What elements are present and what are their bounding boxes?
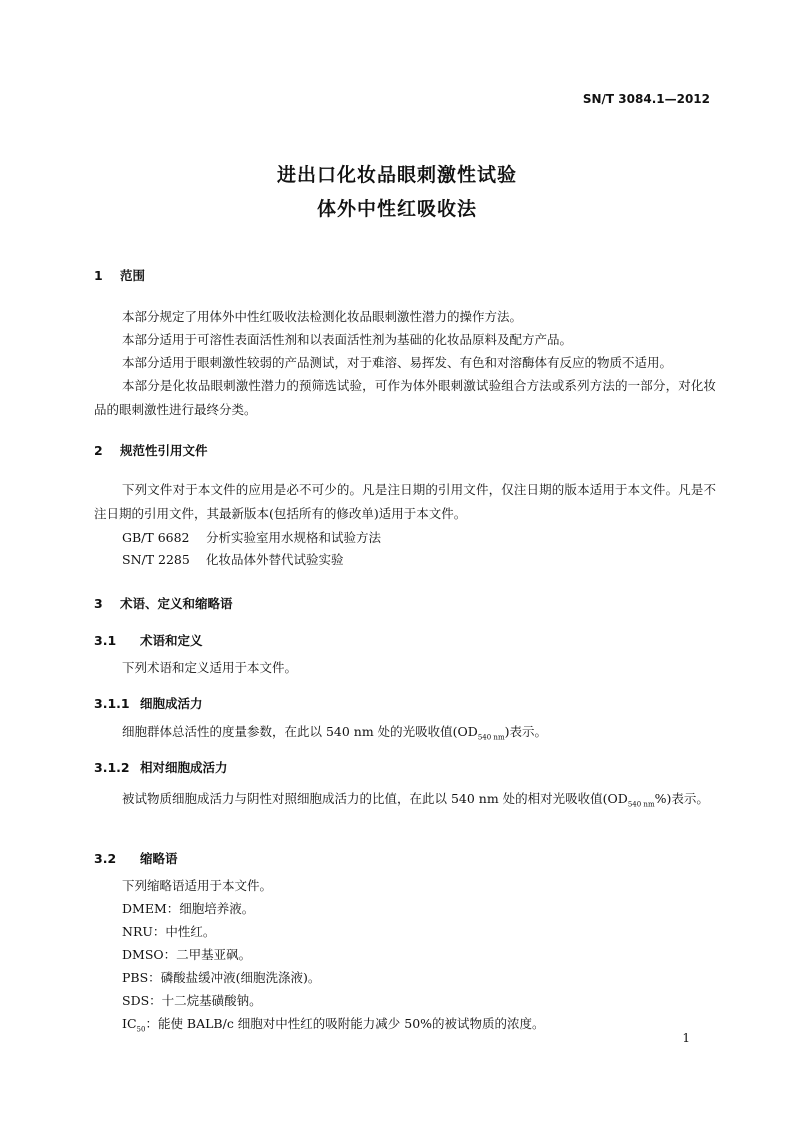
section-number: 3.1.2 (94, 760, 130, 775)
section-2-heading (94, 441, 208, 459)
definition-text (122, 720, 547, 750)
section-number: 3.2 (94, 851, 117, 866)
abbreviation-item: DMEM：细胞培养液。 (122, 901, 255, 916)
section-3-1-2-heading (94, 758, 228, 776)
section-title: 术语、定义和缩略语 (120, 596, 233, 611)
section-title: 规范性引用文件 (120, 443, 208, 458)
subscript: 540 nm (477, 733, 505, 742)
section-title: 范围 (120, 268, 146, 283)
section-3-1-heading (94, 631, 203, 649)
text: 细胞群体总活性的度量参数，在此以 540 nm 处的光吸收值(OD (122, 724, 478, 739)
section-number: 1 (94, 268, 103, 283)
page-number: 1 (682, 1031, 690, 1045)
paragraph: 下列文件对于本文件的应用是必不可少的。凡是注日期的引用文件，仅注日期的版本适用于本文件。凡是不注日期的引用文件，其最新版本(包括所有的修改单)适用于本文件。 (94, 482, 716, 521)
reference-code: SN/T 2285 (122, 552, 190, 567)
abbreviation-item (122, 1012, 545, 1042)
section-number: 3.1.1 (94, 696, 130, 711)
reference-code: GB/T 6682 (122, 530, 190, 545)
section-3-heading (94, 594, 233, 612)
abbreviation-item: NRU：中性红。 (122, 924, 216, 939)
abbreviation-item: 下列缩略语适用于本文件。 (122, 878, 273, 893)
text: ：能使 BALB/c 细胞对中性红的吸附能力减少 50%的被试物质的浓度。 (145, 1016, 545, 1031)
text: IC (122, 1016, 137, 1031)
section-number: 2 (94, 443, 103, 458)
standard-code: SN/T 3084.1—2012 (582, 92, 710, 106)
section-title: 细胞成活力 (140, 696, 203, 711)
reference-title: 分析实验室用水规格和试验方法 (206, 530, 382, 545)
paragraph: 下列术语和定义适用于本文件。 (122, 660, 298, 675)
text: )表示。 (504, 724, 547, 739)
abbreviation-item: DMSO：二甲基亚砜。 (122, 947, 252, 962)
section-number: 3 (94, 596, 103, 611)
reference-title: 化妆品体外替代试验实验 (206, 552, 344, 567)
text: 被试物质细胞成活力与阴性对照细胞成活力的比值，在此以 540 nm 处的相对光吸收值(OD (122, 791, 628, 806)
paragraph: 本部分规定了用体外中性红吸收法检测化妆品眼刺激性潜力的操作方法。 (122, 309, 523, 324)
paragraph: 本部分是化妆品眼刺激性潜力的预筛选试验，可作为体外眼刺激试验组合方法或系列方法的一部分，对化妆品的眼刺激性进行最终分类。 (94, 378, 716, 417)
definition-text (94, 787, 716, 817)
section-title: 术语和定义 (140, 633, 203, 648)
document-title-line1: 进出口化妆品眼刺激性试验 (276, 164, 517, 186)
section-1-heading (94, 266, 145, 284)
normative-reference (122, 528, 381, 546)
subscript: 50 (136, 1025, 146, 1034)
document-title-line2: 体外中性红吸收法 (316, 198, 477, 220)
normative-reference (122, 550, 344, 568)
abbreviation-item: PBS：磷酸盐缓冲液(细胞洗涤液)。 (122, 970, 321, 985)
subscript: 540 nm (627, 800, 655, 809)
section-3-1-1-heading (94, 694, 203, 712)
section-number: 3.1 (94, 633, 117, 648)
paragraph: 本部分适用于眼刺激性较弱的产品测试，对于难溶、易挥发、有色和对溶酶体有反应的物质不适用。 (122, 355, 673, 370)
text: %)表示。 (654, 791, 709, 806)
section-title: 相对细胞成活力 (140, 760, 228, 775)
abbreviation-item: SDS：十二烷基磺酸钠。 (122, 993, 262, 1008)
section-title: 缩略语 (140, 851, 178, 866)
paragraph: 本部分适用于可溶性表面活性剂和以表面活性剂为基础的化妆品原料及配方产品。 (122, 332, 573, 347)
section-3-2-heading (94, 849, 178, 867)
